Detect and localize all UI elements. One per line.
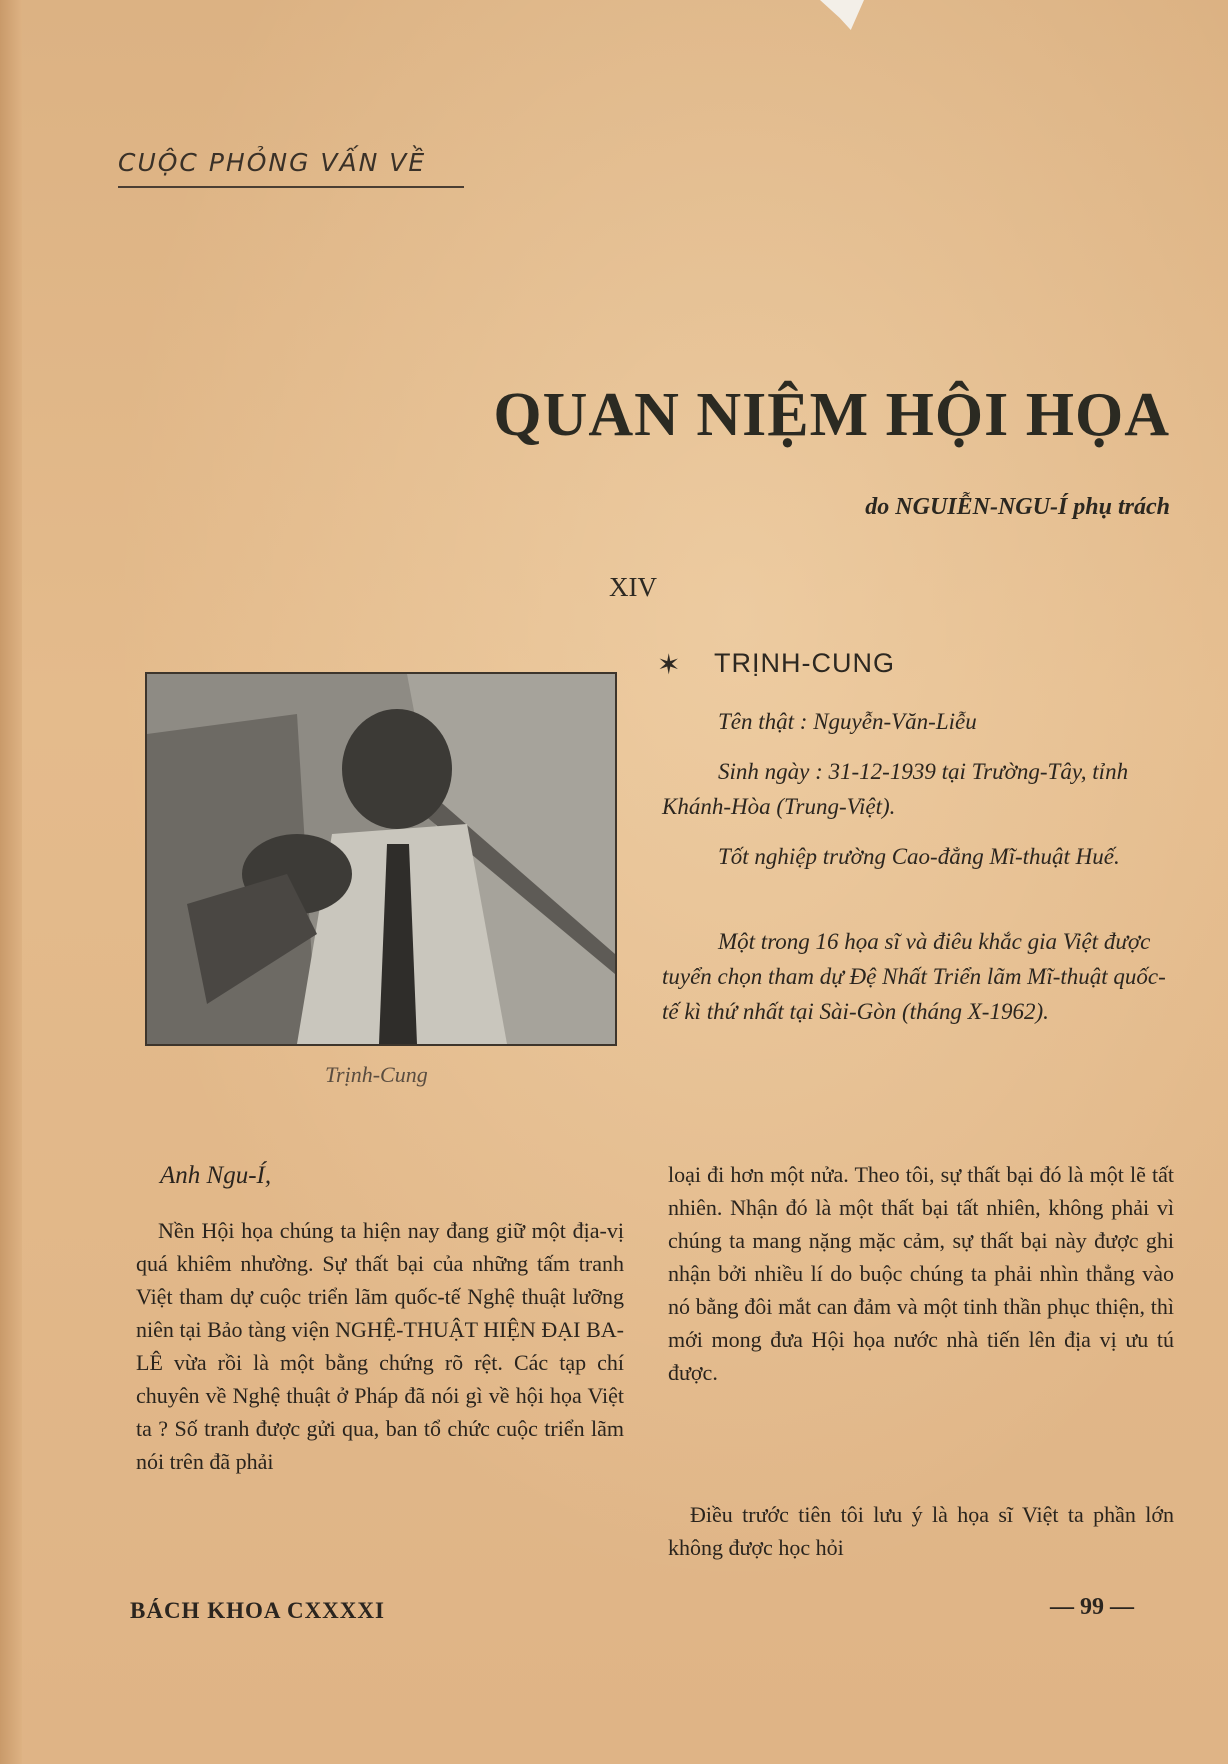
- bio-real-name: Tên thật : Nguyễn-Văn-Liễu: [718, 709, 977, 734]
- series-number: XIV: [609, 572, 657, 602]
- kicker-underline: [118, 186, 464, 188]
- bio-birth: Sinh ngày : 31-12-1939 tại Trường-Tây, tỉnh Khánh-Hòa (Trung-Việt).: [662, 759, 1129, 819]
- letter-greeting: Anh Ngu-Í,: [160, 1162, 272, 1189]
- letter-paragraph-left: Nền Hội họa chúng ta hiện nay đang giữ một địa-vị quá khiêm nhường. Sự thất bại của những tấm tranh Việt tham dự cuộc triển lãm quốc-tế Nghệ thuật lưỡng niên tại Bảo tàng viện NGHỆ-THUẬT HIỆN ĐẠI BA-LÊ vừa rồi là một bằng chứng rõ rệt. Các tạp chí chuyên về Nghệ thuật ở Pháp đã nói gì về hội họa Việt ta ? Số tranh được gửi qua, ban tổ chức cuộc triển lãm nói trên đã phải: [136, 1218, 624, 1474]
- page-edge: [0, 0, 22, 1764]
- bio-education: Tốt nghiệp trường Cao-đẳng Mĩ-thuật Huế.: [718, 844, 1120, 869]
- publication-footer: BÁCH KHOA CXXXXI: [130, 1598, 385, 1623]
- portrait-photo: [145, 672, 617, 1046]
- letter-paragraph-right-1: loại đi hơn một nửa. Theo tôi, sự thất bại đó là một lẽ tất nhiên. Nhận đó là một thất bại tất nhiên, không phải vì chúng ta mang nặng mặc cảm, sự thất bại này được ghi nhận bởi nhiều lí do buộc chúng ta phải nhìn thẳng vào nó bằng đôi mắt can đảm và một tinh thần phục thiện, thì mới mong đưa Hội họa nước nhà tiến lên địa vị ưu tú được.: [668, 1162, 1174, 1385]
- star-icon: ✶: [657, 648, 681, 681]
- bio-exhibition: Một trong 16 họa sĩ và điêu khắc gia Việt được tuyển chọn tham dự Đệ Nhất Triển lãm Mĩ-thuật quốc-tế kì thứ nhất tại Sài-Gòn (tháng X-1962).: [662, 929, 1166, 1024]
- page-number: — 99 —: [1050, 1594, 1134, 1620]
- artist-name: TRỊNH-CUNG: [714, 648, 895, 678]
- article-title: QUAN NIỆM HỘI HỌA: [493, 381, 1170, 449]
- section-kicker: CUỘC PHỎNG VẤN VỀ: [118, 148, 427, 177]
- letter-paragraph-right-2: Điều trước tiên tôi lưu ý là họa sĩ Việt ta phần lớn không được học hỏi: [668, 1502, 1174, 1560]
- article-byline: do NGUIỄN-NGU-Í phụ trách: [865, 494, 1170, 520]
- photo-caption: Trịnh-Cung: [325, 1062, 428, 1087]
- portrait-photo-art: [147, 674, 615, 1044]
- paper-tear: [820, 0, 864, 30]
